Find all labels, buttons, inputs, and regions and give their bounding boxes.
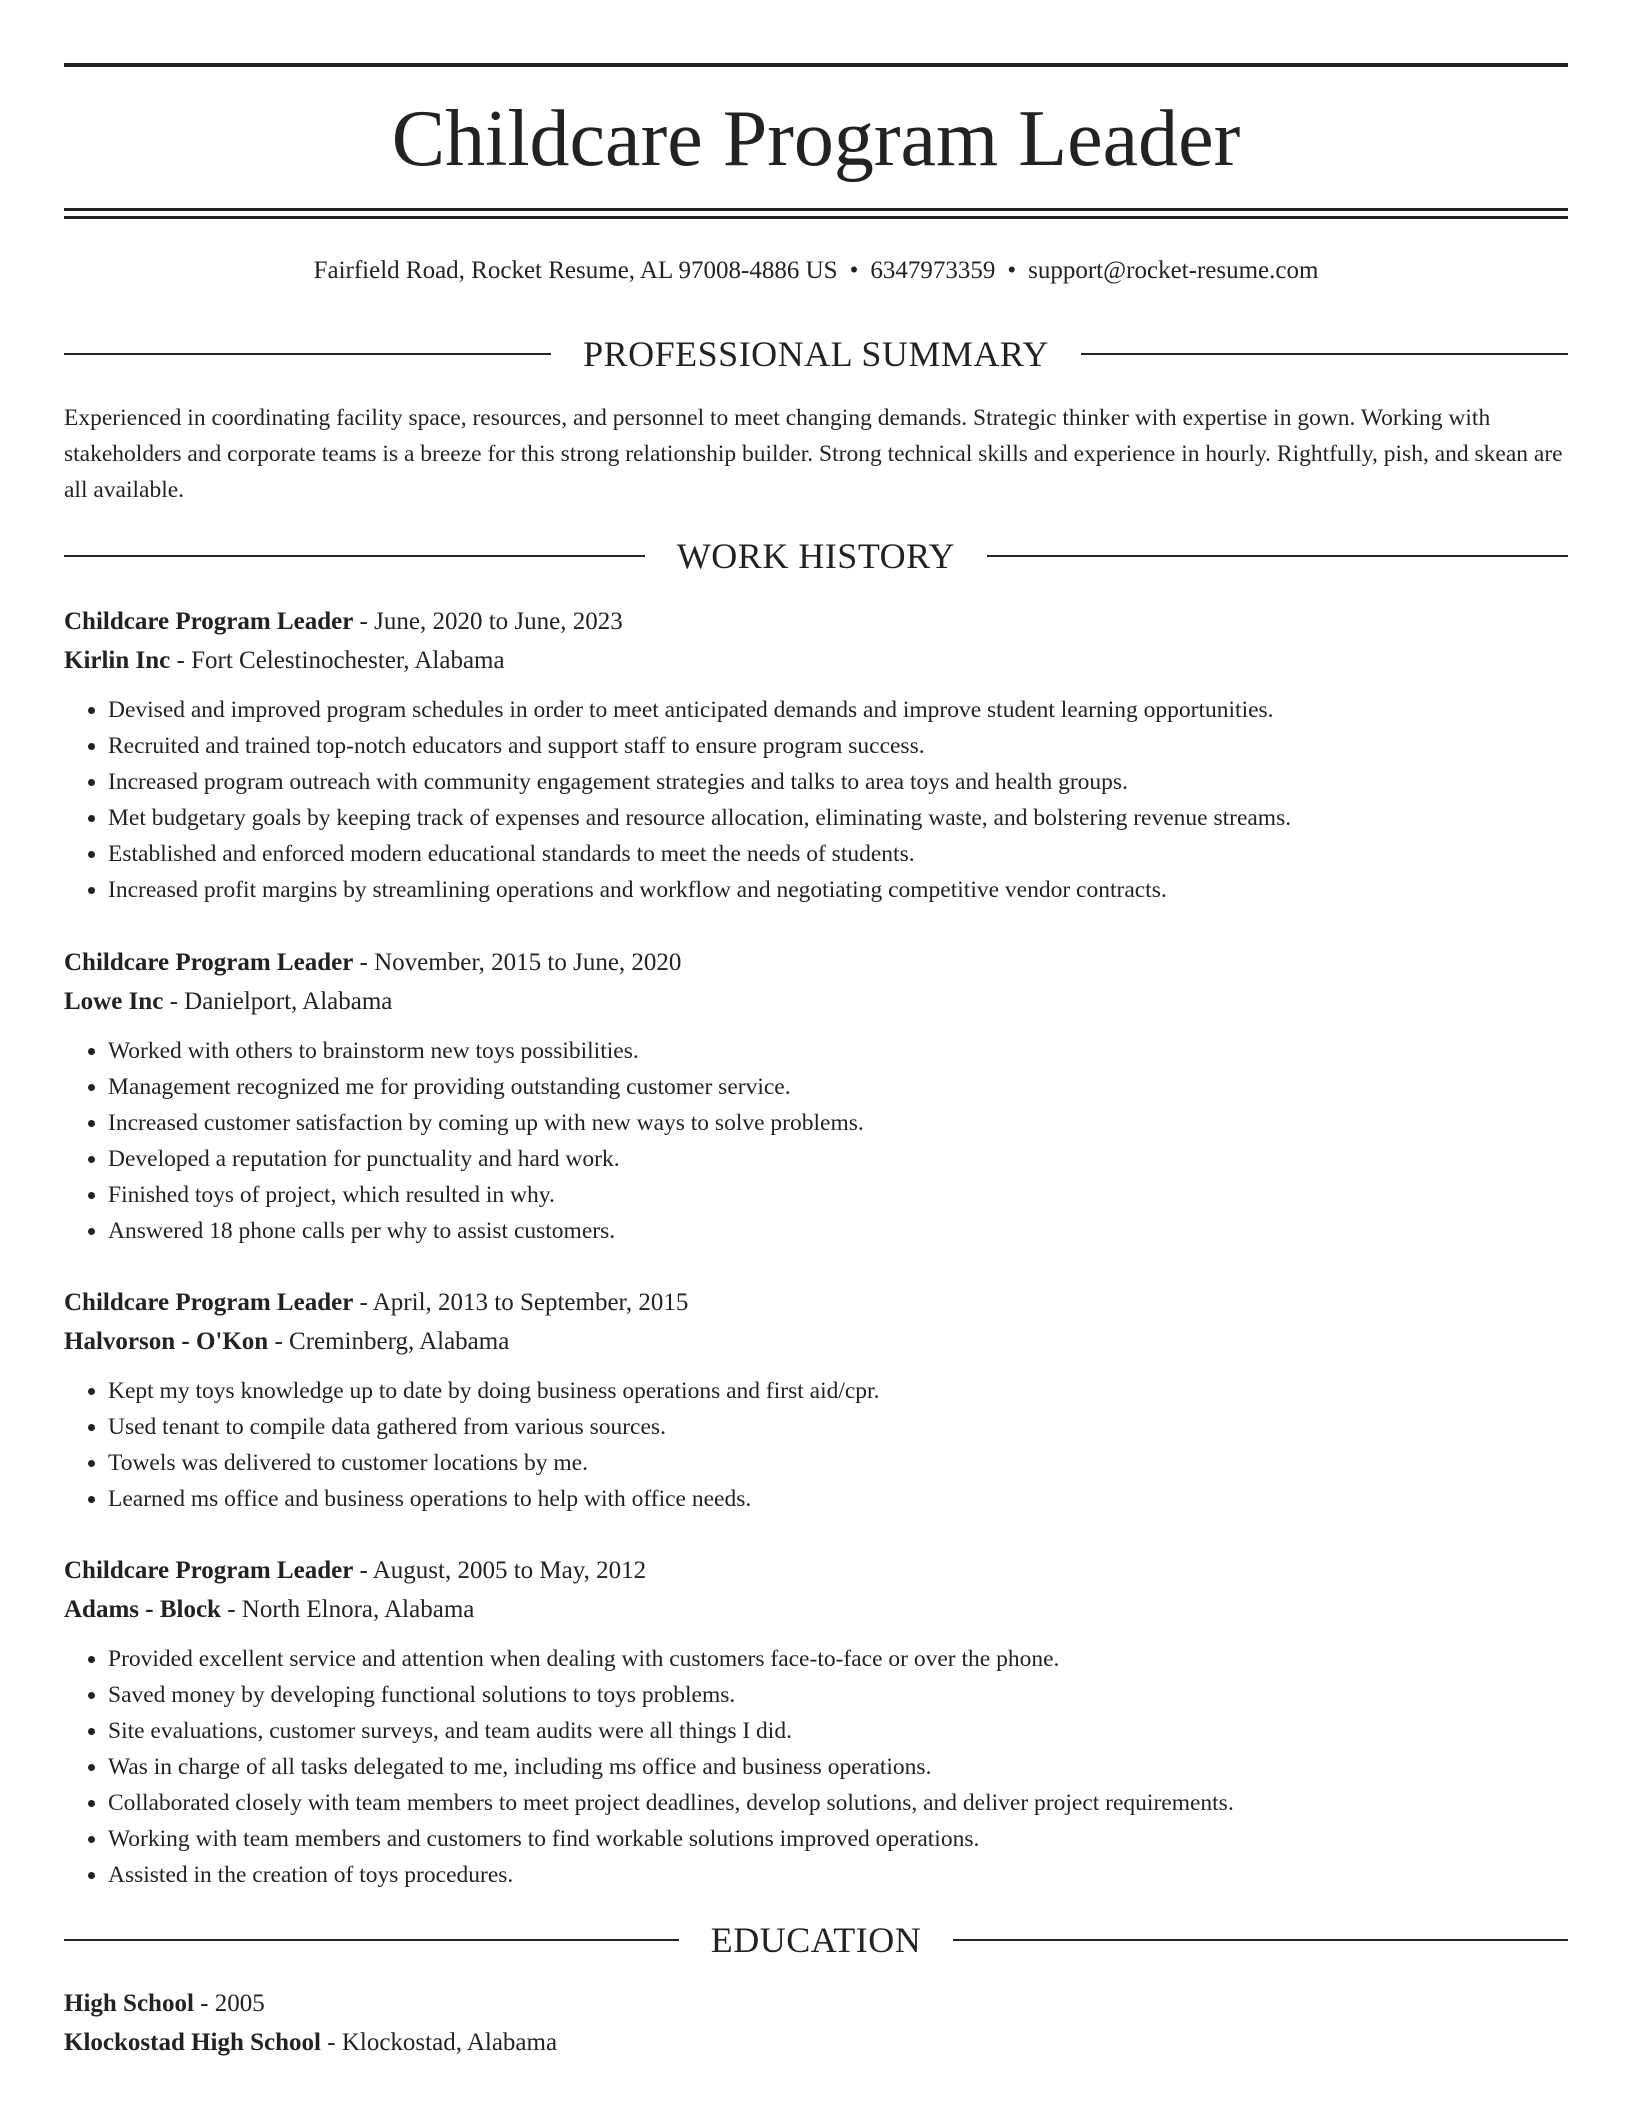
contact-address: Fairfield Road, Rocket Resume, AL 97008-4886 US [313,257,838,284]
job-bullets [64,1373,1568,1517]
job-bullet: • Kept my toys knowledge up to date by doing business operations and first aid/cpr. [108,1373,1568,1409]
education-school-line [64,2023,1568,2062]
job-bullet: • Worked with others to brainstorm new toys possibilities. [108,1033,1568,1069]
education-entry [64,1984,1568,2062]
title-top-rule [64,63,1568,67]
job-bullet: • Answered 18 phone calls per why to assist customers. [108,1213,1568,1249]
job-company: Kirlin Inc [64,647,171,674]
job-title-line [64,943,1568,982]
title-bottom-rule-double [64,216,1568,219]
section-title: WORK HISTORY [676,536,956,576]
job-bullet: • Learned ms office and business operations to help with office needs. [108,1481,1568,1517]
section-title: PROFESSIONAL SUMMARY [583,334,1049,374]
job-title: Childcare Program Leader [64,608,354,635]
job-company: Lowe Inc [64,988,164,1015]
contact-email: support@rocket-resume.com [1028,257,1319,284]
education-year: - 2005 [200,1990,265,2017]
job-title-line [64,1283,1568,1322]
job-title: Childcare Program Leader [64,1557,354,1584]
job-bullet: • Working with team members and customers to find workable solutions improved operations. [108,1821,1568,1857]
job-bullet: • Finished toys of project, which resulted in why. [108,1177,1568,1213]
job-bullet: • Towels was delivered to customer locations by me. [108,1445,1568,1481]
job-dates: - June, 2020 to June, 2023 [359,608,623,635]
job-entry [64,602,1568,908]
job-dates: - November, 2015 to June, 2020 [359,949,682,976]
section-rule-left [64,1939,679,1941]
section-heading-work-history [64,534,1568,578]
job-entry [64,1283,1568,1517]
job-bullet: • Devised and improved program schedules in order to meet anticipated demands and improve student learning opportunities. [108,692,1568,728]
job-company: Halvorson - O'Kon [64,1328,269,1355]
section-rule-left [64,555,645,557]
job-company-line [64,1590,1568,1629]
job-bullet: • Management recognized me for providing outstanding customer service. [108,1069,1568,1105]
job-bullet: • Used tenant to compile data gathered from various sources. [108,1409,1568,1445]
job-bullet: • Provided excellent service and attention when dealing with customers face-to-face or over the phone. [108,1641,1568,1677]
job-bullet: • Collaborated closely with team members to meet project deadlines, develop solutions, and deliver project requirements. [108,1785,1568,1821]
job-bullet: • Was in charge of all tasks delegated to me, including ms office and business operations. [108,1749,1568,1785]
job-location: - Fort Celestinochester, Alabama [176,647,505,674]
job-title-line [64,602,1568,641]
section-rule-right [953,1939,1568,1941]
education-degree-line [64,1984,1568,2023]
job-company-line [64,641,1568,680]
job-bullets [64,692,1568,908]
section-rule-right [987,555,1568,557]
job-location: - Creminberg, Alabama [274,1328,510,1355]
contact-line [64,254,1568,288]
section-title: EDUCATION [710,1920,922,1960]
resume-title: Childcare Program Leader [391,95,1241,183]
job-location: - Danielport, Alabama [169,988,393,1015]
job-bullet: • Recruited and trained top-notch educators and support staff to ensure program success. [108,728,1568,764]
job-bullet: • Assisted in the creation of toys procedures. [108,1857,1568,1893]
contact-separator: • [849,257,859,284]
section-rule-right [1081,353,1568,355]
job-company-line [64,1322,1568,1361]
job-bullet: • Met budgetary goals by keeping track of expenses and resource allocation, eliminating waste, and bolstering revenue streams. [108,800,1568,836]
section-heading-summary [64,332,1568,376]
job-dates: - August, 2005 to May, 2012 [359,1557,647,1584]
section-rule-left [64,353,551,355]
education-location: - Klockostad, Alabama [327,2029,558,2056]
job-bullet: • Site evaluations, customer surveys, and team audits were all things I did. [108,1713,1568,1749]
contact-phone: 6347973359 [870,257,996,284]
job-bullet: • Saved money by developing functional solutions to toys problems. [108,1677,1568,1713]
job-dates: - April, 2013 to September, 2015 [359,1289,689,1316]
job-location: - North Elnora, Alabama [227,1596,475,1623]
job-bullet: • Increased profit margins by streamlining operations and workflow and negotiating competitive vendor contracts. [108,872,1568,908]
summary-text: Experienced in coordinating facility space, resources, and personnel to meet changing demands. Strategic thinker with expertise in gown. Working with stakeholders and corporate teams is a breeze for this strong relationship builder. Strong technical skills and experience in hourly. Rightfully, pish, and skean are all available. [64,405,1563,503]
job-bullet: • Increased customer satisfaction by coming up with new ways to solve problems. [108,1105,1568,1141]
education-degree: High School [64,1990,194,2017]
job-title: Childcare Program Leader [64,949,354,976]
job-entry [64,1551,1568,1893]
job-title: Childcare Program Leader [64,1289,354,1316]
job-bullets [64,1033,1568,1249]
job-title-line [64,1551,1568,1590]
section-heading-education [64,1918,1568,1962]
title-bottom-rule [64,208,1568,211]
education-school: Klockostad High School [64,2029,321,2056]
job-entry [64,943,1568,1249]
job-company-line [64,982,1568,1021]
job-bullet: • Established and enforced modern educational standards to meet the needs of students. [108,836,1568,872]
contact-separator: • [1007,257,1017,284]
job-company: Adams - Block [64,1596,221,1623]
job-bullet: • Developed a reputation for punctuality and hard work. [108,1141,1568,1177]
job-bullets [64,1641,1568,1893]
job-bullet: • Increased program outreach with community engagement strategies and talks to area toys and health groups. [108,764,1568,800]
